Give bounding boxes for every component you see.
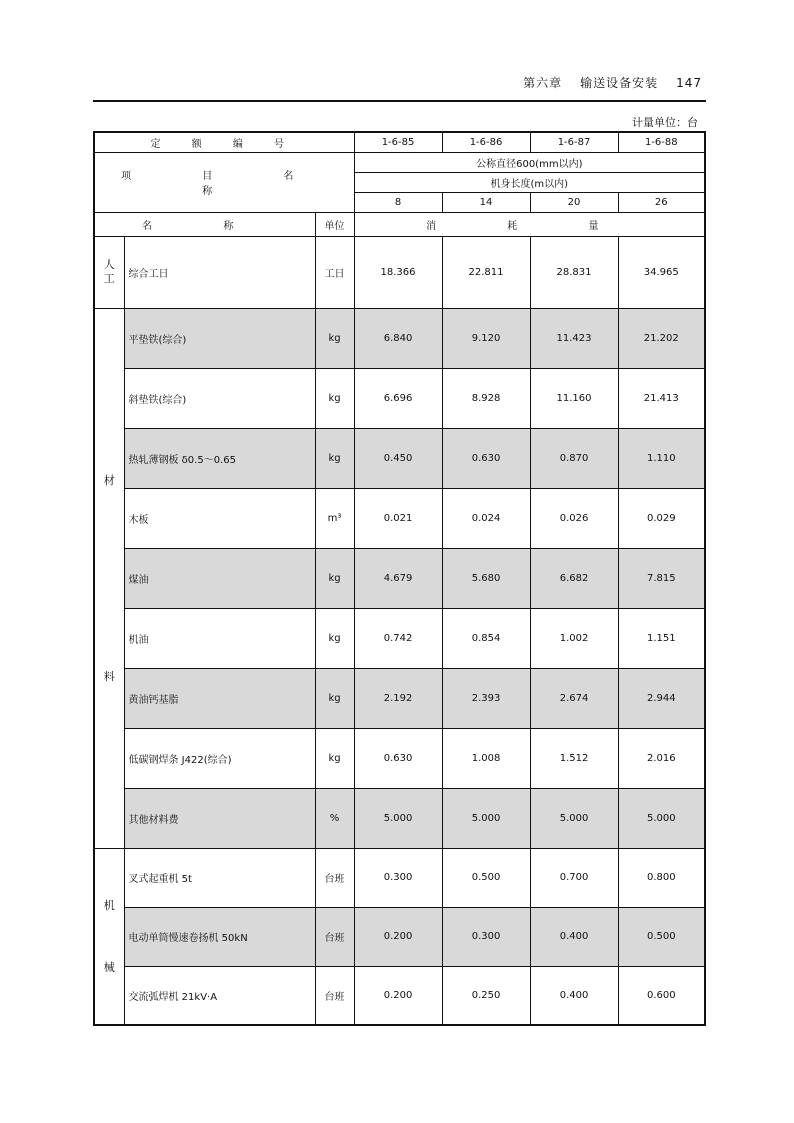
header-rule	[93, 100, 706, 102]
chapter-label: 第六章	[523, 76, 563, 90]
table-row	[94, 907, 705, 966]
consumption-value: 1.110	[618, 428, 705, 488]
section-title: 输送设备安装	[580, 76, 659, 90]
page-header	[523, 74, 702, 91]
consumption-value: 28.831	[530, 236, 618, 308]
item-name: 综合工日	[124, 236, 315, 308]
item-unit: 台班	[315, 966, 354, 1025]
consumption-value: 0.400	[530, 966, 618, 1025]
item-name: 机油	[124, 608, 315, 668]
consumption-value: 6.696	[354, 368, 442, 428]
item-unit: kg	[315, 548, 354, 608]
consumption-value: 8.928	[442, 368, 530, 428]
consumption-value: 2.674	[530, 668, 618, 728]
consumption-value: 0.870	[530, 428, 618, 488]
item-unit: 台班	[315, 907, 354, 966]
machine-category-label: 械	[103, 961, 115, 975]
item-unit: kg	[315, 608, 354, 668]
consumption-value: 0.700	[530, 848, 618, 907]
consumption-value: 0.630	[354, 728, 442, 788]
table-row	[94, 668, 705, 728]
consumption-value: 18.366	[354, 236, 442, 308]
item-unit: kg	[315, 428, 354, 488]
consumption-value: 1.008	[442, 728, 530, 788]
quota-code: 1-6-88	[618, 132, 705, 152]
consumption-value: 21.202	[618, 308, 705, 368]
consumption-value: 0.854	[442, 608, 530, 668]
consumption-value: 0.200	[354, 966, 442, 1025]
consumption-value: 0.024	[442, 488, 530, 548]
consumption-value: 0.500	[442, 848, 530, 907]
item-name: 叉式起重机 5t	[124, 848, 315, 907]
consumption-value: 7.815	[618, 548, 705, 608]
item-name: 其他材料费	[124, 788, 315, 848]
consumption-value: 5.000	[354, 788, 442, 848]
consumption-value: 0.026	[530, 488, 618, 548]
table-row	[94, 428, 705, 488]
material-category-label: 材	[103, 474, 115, 487]
item-name: 黄油钙基脂	[124, 668, 315, 728]
item-unit: 台班	[315, 848, 354, 907]
table-row	[94, 788, 705, 848]
consumption-value: 1.512	[530, 728, 618, 788]
consumption-value: 0.300	[442, 907, 530, 966]
consumption-value: 0.021	[354, 488, 442, 548]
consumption-value: 2.016	[618, 728, 705, 788]
consumption-value: 0.400	[530, 907, 618, 966]
table-row	[94, 548, 705, 608]
quota-code: 1-6-87	[530, 132, 618, 152]
item-unit: %	[315, 788, 354, 848]
table-row	[94, 608, 705, 668]
length-value: 20	[530, 192, 618, 212]
consumption-column-header: 消 耗 量	[354, 212, 705, 236]
table-row	[94, 236, 705, 308]
consumption-value: 2.393	[442, 668, 530, 728]
consumption-value: 0.742	[354, 608, 442, 668]
consumption-value: 0.630	[442, 428, 530, 488]
name-column-header: 名 称	[94, 212, 315, 236]
quota-table	[93, 131, 706, 1026]
category-cell	[94, 236, 124, 308]
item-unit: m³	[315, 488, 354, 548]
consumption-value: 5.000	[530, 788, 618, 848]
item-unit: kg	[315, 368, 354, 428]
column-header-row	[94, 212, 705, 236]
table-row	[94, 368, 705, 428]
consumption-value: 5.000	[618, 788, 705, 848]
page-number: 147	[676, 76, 702, 90]
item-name: 平垫铁(综合)	[124, 308, 315, 368]
table-row	[94, 308, 705, 368]
length-value: 8	[354, 192, 442, 212]
category-cell	[94, 308, 124, 848]
category-cell	[94, 848, 124, 1025]
item-name: 电动单筒慢速卷扬机 50kN	[124, 907, 315, 966]
length-value: 14	[442, 192, 530, 212]
consumption-value: 9.120	[442, 308, 530, 368]
table-row	[94, 728, 705, 788]
consumption-value: 22.811	[442, 236, 530, 308]
consumption-value: 1.002	[530, 608, 618, 668]
machine-category-label: 机	[103, 899, 115, 913]
consumption-value: 21.413	[618, 368, 705, 428]
consumption-value: 0.450	[354, 428, 442, 488]
body-length-label: 机身长度(m以内)	[354, 172, 705, 192]
consumption-value: 4.679	[354, 548, 442, 608]
quota-no-row	[94, 132, 705, 152]
consumption-value: 2.944	[618, 668, 705, 728]
consumption-value: 0.600	[618, 966, 705, 1025]
quota-code: 1-6-86	[442, 132, 530, 152]
consumption-value: 6.840	[354, 308, 442, 368]
consumption-value: 0.300	[354, 848, 442, 907]
labor-category-label: 人工	[103, 258, 115, 285]
table-row	[94, 966, 705, 1025]
consumption-value: 5.680	[442, 548, 530, 608]
item-unit: kg	[315, 668, 354, 728]
unit-column-header: 单位	[315, 212, 354, 236]
item-name: 交流弧焊机 21kV·A	[124, 966, 315, 1025]
item-name-label: 项 目 名 称	[94, 152, 354, 212]
length-value: 26	[618, 192, 705, 212]
param1-row	[94, 152, 705, 172]
consumption-value: 6.682	[530, 548, 618, 608]
quota-no-label: 定 额 编 号	[94, 132, 354, 152]
consumption-value: 11.160	[530, 368, 618, 428]
nominal-diameter-label: 公称直径600(mm以内)	[354, 152, 705, 172]
consumption-value: 5.000	[442, 788, 530, 848]
item-name: 热轧薄钢板 δ0.5～0.65	[124, 428, 315, 488]
consumption-value: 0.500	[618, 907, 705, 966]
item-unit: kg	[315, 308, 354, 368]
consumption-value: 0.800	[618, 848, 705, 907]
item-name: 低碳钢焊条 J422(综合)	[124, 728, 315, 788]
item-unit: 工日	[315, 236, 354, 308]
consumption-value: 1.151	[618, 608, 705, 668]
quota-code: 1-6-85	[354, 132, 442, 152]
item-name: 斜垫铁(综合)	[124, 368, 315, 428]
consumption-value: 34.965	[618, 236, 705, 308]
item-name: 煤油	[124, 548, 315, 608]
table-row	[94, 488, 705, 548]
consumption-value: 0.250	[442, 966, 530, 1025]
consumption-value: 0.029	[618, 488, 705, 548]
table-row	[94, 848, 705, 907]
unit-note: 计量单位：台	[632, 116, 698, 129]
item-name: 木板	[124, 488, 315, 548]
consumption-value: 2.192	[354, 668, 442, 728]
consumption-value: 0.200	[354, 907, 442, 966]
material-category-label: 料	[103, 670, 115, 683]
item-unit: kg	[315, 728, 354, 788]
consumption-value: 11.423	[530, 308, 618, 368]
